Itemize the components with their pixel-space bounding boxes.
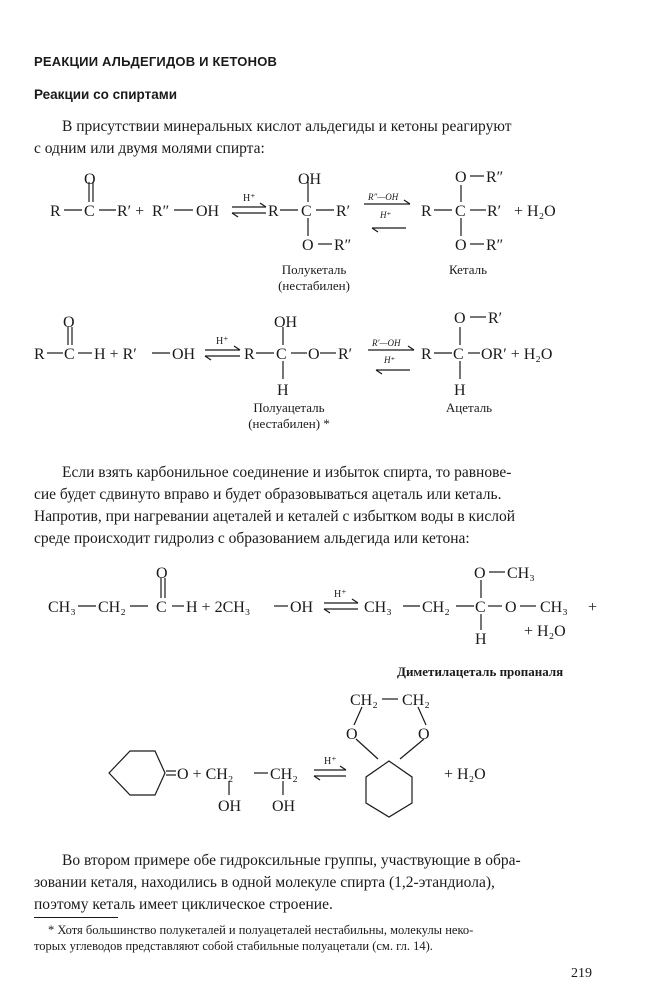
svg-text:O + CH₂: O + CH₂ (177, 766, 234, 783)
svg-text:R′: R′ (487, 203, 502, 220)
acetal-formation-scheme (0, 305, 649, 405)
svg-text:R′ +: R′ + (117, 203, 145, 220)
svg-text:O: O (505, 599, 517, 616)
cyclic-ketal-paragraph (34, 850, 596, 916)
intro-line-1: В присутствии минеральных кислот альдегиды и кетоны реагируют (62, 118, 512, 135)
svg-text:H: H (475, 631, 487, 648)
paragraph2-line-1: Если взять карбонильное соединение и избыток спирта, то равнове- (62, 464, 512, 481)
svg-text:+ H₂O: + H₂O (444, 766, 486, 783)
page-number: 219 (571, 966, 592, 981)
svg-text:O: O (302, 237, 314, 254)
svg-text:+ H₂O: + H₂O (524, 623, 566, 640)
svg-text:O: O (156, 565, 168, 582)
hemiketal-label: Полукеталь (281, 262, 347, 277)
svg-text:OH: OH (290, 599, 314, 616)
svg-text:O: O (308, 346, 320, 363)
footnote-line-2: торых углеводов представляют собой стабильные полуацетали (см. гл. 14). (34, 939, 433, 953)
svg-text:R′: R′ (488, 310, 503, 327)
paragraph3-line-3: поэтому кеталь имеет циклическое строение. (34, 896, 333, 913)
svg-text:R: R (421, 346, 432, 363)
svg-text:H⁺: H⁺ (380, 210, 392, 220)
svg-text:R″—OH: R″—OH (368, 192, 399, 202)
svg-text:CH₃: CH₃ (48, 599, 76, 616)
svg-text:C: C (301, 203, 312, 220)
paragraph2-line-2: сие будет сдвинуто вправо и будет образовываться ацеталь или кеталь. (34, 486, 502, 503)
svg-text:O: O (418, 726, 430, 743)
hemiketal-note: (нестабилен) (278, 278, 350, 293)
hemiacetal-caption (232, 400, 346, 432)
svg-text:R″: R″ (486, 237, 504, 254)
svg-text:R′: R′ (338, 346, 353, 363)
svg-text:H: H (277, 382, 289, 399)
svg-text:C: C (64, 346, 75, 363)
intro-paragraph (34, 116, 596, 160)
svg-text:O: O (455, 237, 467, 254)
svg-text:H⁺: H⁺ (216, 336, 229, 347)
svg-text:O: O (455, 169, 467, 186)
acetal-caption: Ацеталь (445, 400, 493, 415)
cyclic-ketal-scheme (0, 685, 649, 830)
svg-text:H: H (454, 382, 466, 399)
svg-text:CH₂: CH₂ (402, 692, 430, 709)
svg-text:CH₂: CH₂ (270, 766, 298, 783)
svg-text:O: O (454, 310, 466, 327)
svg-text:OH: OH (274, 314, 298, 331)
svg-text:O: O (346, 726, 358, 743)
svg-text:CH₃: CH₃ (364, 599, 392, 616)
svg-text:C: C (84, 203, 95, 220)
svg-text:R: R (268, 203, 279, 220)
hemiketal-caption (262, 262, 366, 294)
svg-text:C: C (276, 346, 287, 363)
svg-text:C: C (455, 203, 466, 220)
svg-text:O: O (474, 565, 486, 582)
svg-text:+: + (588, 599, 598, 616)
footnote-line-1: * Хотя большинство полукеталей и полуацеталей нестабильны, молекулы неко- (48, 923, 474, 937)
ketal-caption: Кеталь (448, 262, 488, 277)
section-title: РЕАКЦИИ АЛЬДЕГИДОВ И КЕТОНОВ (34, 54, 278, 69)
svg-text:C: C (475, 599, 486, 616)
svg-text:H + 2CH₃: H + 2CH₃ (186, 599, 251, 616)
svg-text:R: R (50, 203, 61, 220)
svg-text:O: O (84, 171, 96, 188)
dimethylacetal-caption: Диметилацеталь пропаналя (397, 664, 564, 679)
svg-text:CH₃: CH₃ (507, 565, 535, 582)
svg-text:R: R (34, 346, 45, 363)
svg-text:H⁺: H⁺ (334, 589, 347, 600)
svg-text:C: C (453, 346, 464, 363)
svg-text:R: R (421, 203, 432, 220)
hemiacetal-label: Полуацеталь (253, 400, 325, 415)
svg-text:CH₂: CH₂ (350, 692, 378, 709)
svg-text:H + R′: H + R′ (94, 346, 137, 363)
svg-text:R″: R″ (486, 169, 504, 186)
svg-text:OH: OH (272, 798, 296, 815)
svg-text:OH: OH (196, 203, 220, 220)
svg-text:R: R (244, 346, 255, 363)
svg-text:R″: R″ (152, 203, 170, 220)
svg-text:+ H₂O: + H₂O (514, 203, 556, 220)
equilibrium-paragraph (34, 462, 596, 550)
svg-text:H⁺: H⁺ (384, 355, 396, 365)
footnote (34, 922, 600, 954)
paragraph3-line-2: зовании кеталя, находились в одной молекуле спирта (1,2-этандиола), (34, 874, 495, 891)
paragraph3-line-1: Во втором примере обе гидроксильные группы, участвующие в обра- (62, 852, 521, 869)
intro-line-2: с одним или двумя молями спирта: (34, 140, 265, 157)
svg-text:OH: OH (218, 798, 242, 815)
section-subtitle: Реакции со спиртами (34, 87, 178, 102)
paragraph2-line-3: Напротив, при нагревании ацеталей и кеталей с избытком воды в кислой (34, 508, 515, 525)
svg-text:R′: R′ (336, 203, 351, 220)
svg-text:H⁺: H⁺ (243, 193, 256, 204)
svg-text:R′—OH: R′—OH (372, 338, 401, 348)
svg-text:CH₂: CH₂ (98, 599, 126, 616)
svg-text:OH: OH (298, 171, 322, 188)
hemiacetal-note: (нестабилен) * (248, 416, 330, 431)
svg-text:O: O (63, 314, 75, 331)
paragraph2-line-4: среде происходит гидролиз с образованием альдегида или кетона: (34, 530, 470, 547)
footnote-divider (34, 917, 118, 918)
svg-text:R″: R″ (334, 237, 352, 254)
svg-text:C: C (156, 599, 167, 616)
svg-text:CH₃: CH₃ (540, 599, 568, 616)
propanal-acetal-scheme (0, 560, 649, 660)
svg-text:OR′ + H₂O: OR′ + H₂O (481, 346, 553, 363)
svg-text:OH: OH (172, 346, 196, 363)
svg-text:CH₂: CH₂ (422, 599, 450, 616)
svg-text:H⁺: H⁺ (324, 756, 337, 767)
